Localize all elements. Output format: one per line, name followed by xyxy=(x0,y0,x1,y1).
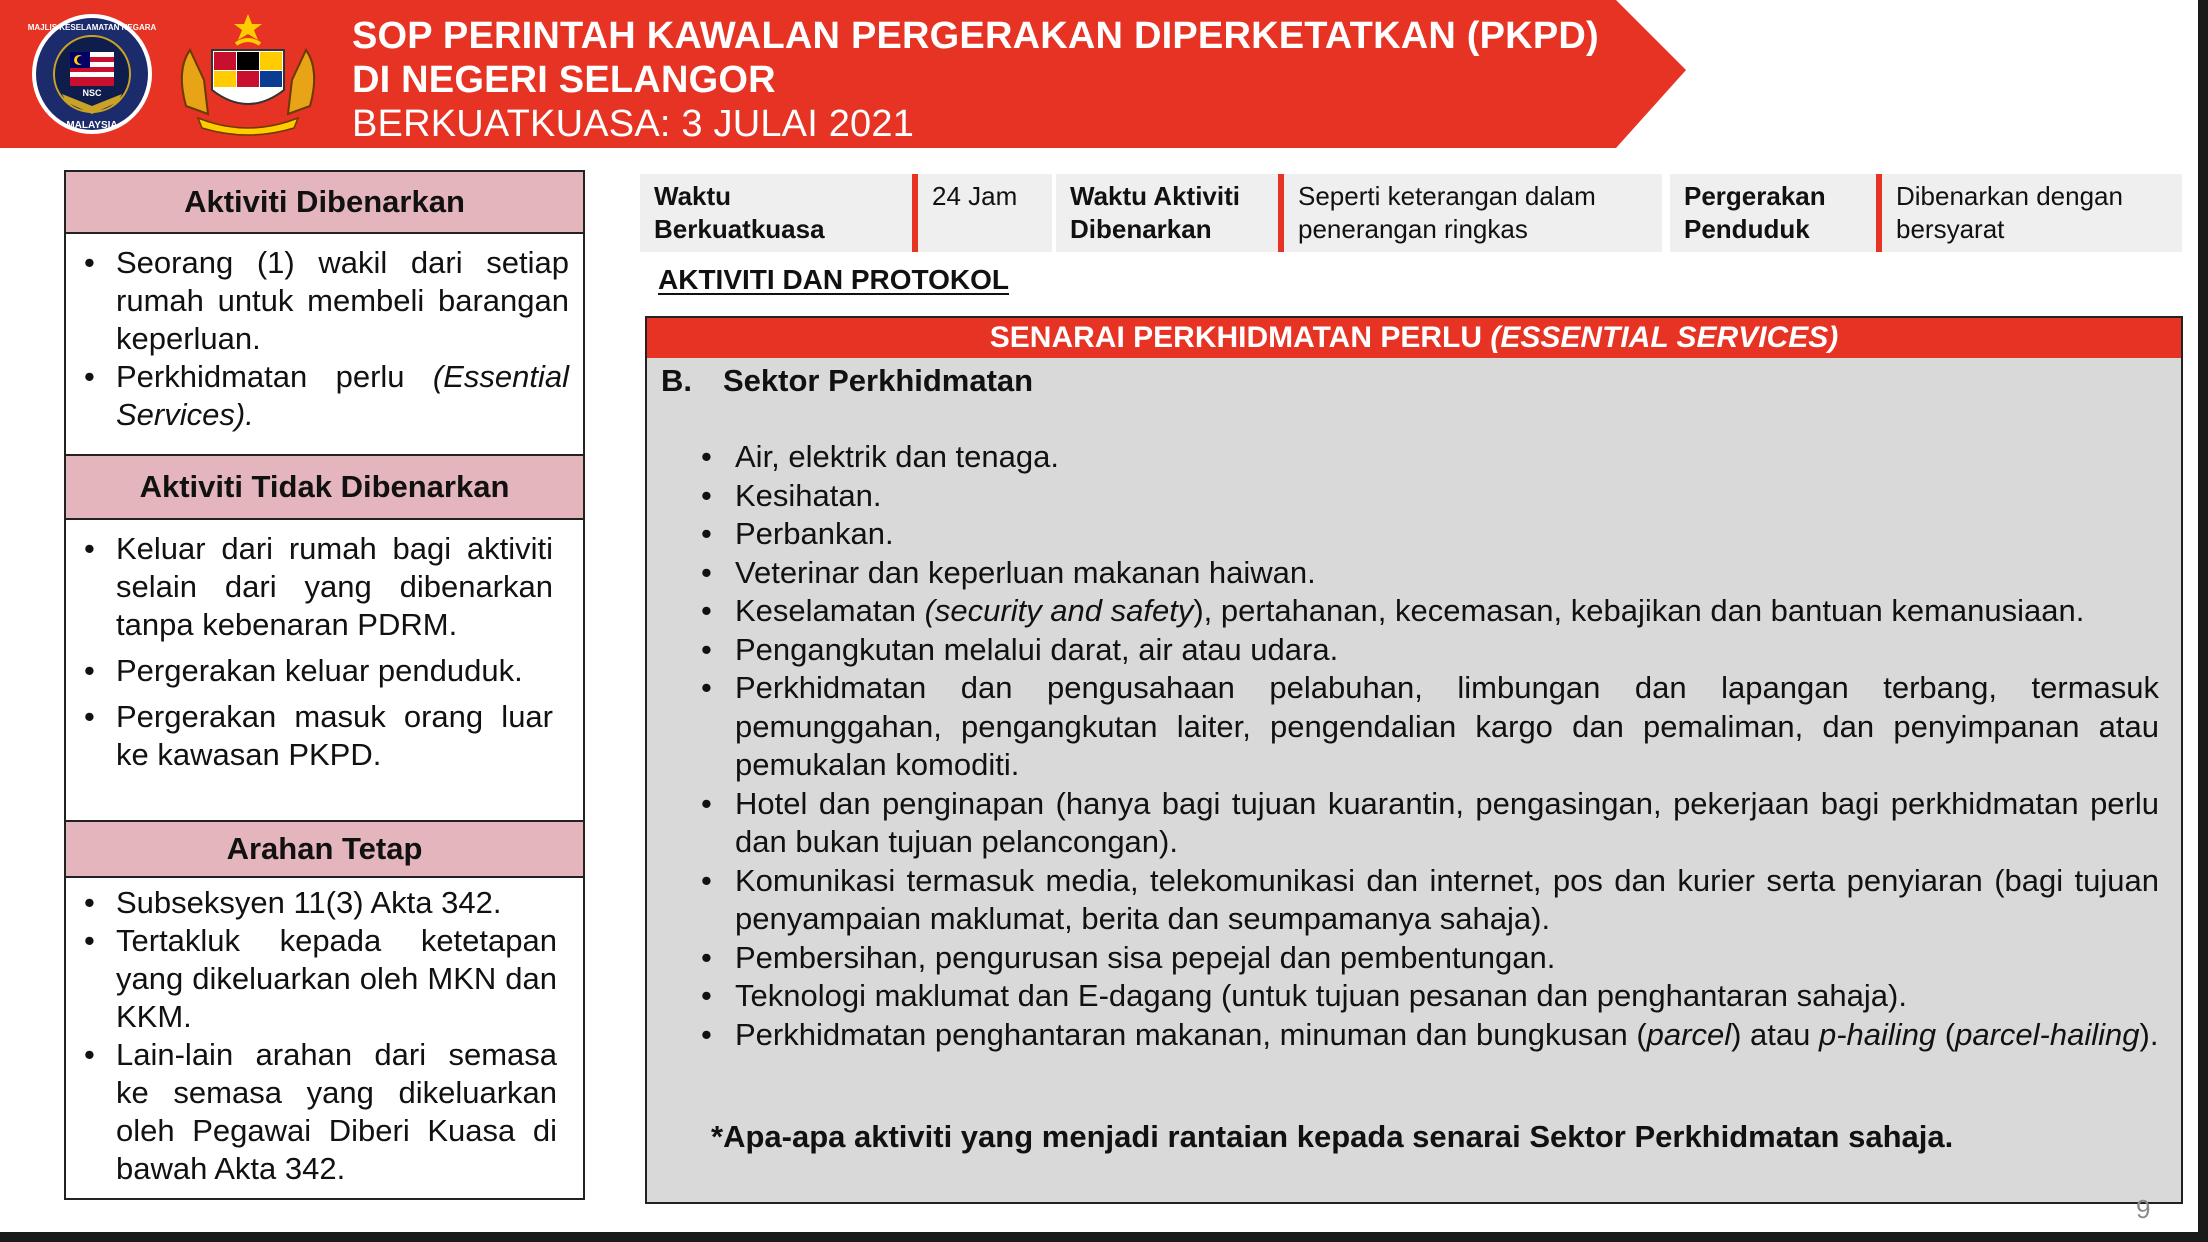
protocol-heading: AKTIVITI DAN PROTOKOL xyxy=(658,264,1010,295)
info-label-text: Waktu Berkuatkuasa xyxy=(654,181,825,244)
service-item: • Komunikasi termasuk media, telekomunikasi dan internet, pos dan kurier serta penyiaran (bagi tujuan penyampaian maklumat, berita dan seumpamanya sahaja). xyxy=(699,862,2159,939)
sector-name: Sektor Perkhidmatan xyxy=(723,363,1034,398)
service-item: • Veterinar dan keperluan makanan haiwan. xyxy=(699,554,2159,593)
service-item-text: ). xyxy=(2139,1016,2159,1052)
info-value-text: Seperti keterangan dalam penerangan ringkas xyxy=(1278,174,1662,252)
left-column xyxy=(64,170,585,1200)
sector-letter: B. xyxy=(661,363,692,398)
service-item-text: Perkhidmatan penghantaran makanan, minuman dan bungkusan ( xyxy=(735,1016,1647,1052)
nsc-logo-center-text: NSC xyxy=(82,88,102,98)
panel-heading xyxy=(647,318,2181,358)
info-label-effective-time xyxy=(640,174,912,252)
service-item: • Perbankan. xyxy=(699,515,2159,554)
not-allowed-heading: Aktiviti Tidak Dibenarkan xyxy=(66,456,583,520)
info-value-text: Dibenarkan dengan bersyarat xyxy=(1876,174,2182,252)
service-item-text: ), pertahanan, kecemasan, kebajikan dan bantuan kemanusiaan. xyxy=(1193,593,2085,628)
allowed-heading: Aktiviti Dibenarkan xyxy=(66,172,583,234)
info-label-text: Waktu Aktiviti Dibenarkan xyxy=(1070,181,1240,244)
info-value-effective-time xyxy=(912,174,1052,252)
nsc-logo-top-text: MAJLIS KESELAMATAN NEGARA xyxy=(27,23,157,32)
service-item-text: Keselamatan xyxy=(735,593,925,628)
not-allowed-item: • Keluar dari rumah bagi aktiviti selain dari yang dibenarkan tanpa kebenaran PDRM. xyxy=(80,530,553,644)
standing-order-item: • Tertakluk kepada ketetapan yang dikeluarkan oleh MKN dan KKM. xyxy=(80,922,557,1036)
standing-orders-heading: Arahan Tetap xyxy=(66,822,583,878)
coat-of-arms-logo xyxy=(168,10,328,140)
panel-heading-italic: (ESSENTIAL SERVICES) xyxy=(1490,321,1839,354)
service-item xyxy=(699,1016,2159,1055)
allowed-list xyxy=(66,244,583,434)
info-label-resident-movement xyxy=(1670,174,1876,252)
service-item: • Pengangkutan melalui darat, air atau udara. xyxy=(699,631,2159,670)
standing-order-item: • Subseksyen 11(3) Akta 342. xyxy=(80,884,557,922)
service-item: • Teknologi maklumat dan E-dagang (untuk tujuan pesanan dan penghantaran sahaja). xyxy=(699,977,2159,1016)
info-label-activity-time xyxy=(1056,174,1278,252)
service-item-text: ) atau xyxy=(1731,1016,1819,1052)
not-allowed-item: • Pergerakan masuk orang luar ke kawasan PKPD. xyxy=(80,698,553,774)
service-item: • Kesihatan. xyxy=(699,477,2159,516)
page-title xyxy=(352,14,1599,146)
info-label-text: Pergerakan Penduduk xyxy=(1684,181,1826,244)
service-item-italic: parcel-hailing xyxy=(1955,1016,2140,1052)
service-item xyxy=(699,592,2159,631)
info-value-text: 24 Jam xyxy=(912,174,1052,252)
sector-title xyxy=(661,362,1033,400)
allowed-item xyxy=(80,358,569,434)
service-item: • Hotel dan penginapan (hanya bagi tujuan kuarantin, pengasingan, pekerjaan bagi perkhidmatan perlu dan bukan tujuan pelancongan). xyxy=(699,785,2159,862)
service-item: • Perkhidmatan dan pengusahaan pelabuhan, limbungan dan lapangan terbang, termasuk pemunggahan, pengangkutan laiter, pengendalian kargo dan pemaliman, dan penyimpanan atau pemukalan komoditi. xyxy=(699,669,2159,785)
allowed-item: • Seorang (1) wakil dari setiap rumah untuk membeli barangan keperluan. xyxy=(80,244,569,358)
allowed-item-text: Perkhidmatan perlu xyxy=(116,359,433,394)
nsc-logo-bottom-text: MALAYSIA xyxy=(66,120,118,131)
service-item: • Pembersihan, pengurusan sisa pepejal dan pembentungan. xyxy=(699,939,2159,978)
panel-heading-text: SENARAI PERKHIDMATAN PERLU xyxy=(989,321,1491,354)
service-item-italic: parcel xyxy=(1646,1016,1732,1052)
service-item-italic: (security and safety xyxy=(924,593,1194,628)
footnote: *Apa-apa aktiviti yang menjadi rantaian kepada senarai Sektor Perkhidmatan sahaja. xyxy=(711,1119,1954,1154)
right-edge xyxy=(2198,0,2208,1242)
header-banner xyxy=(0,0,1690,148)
not-allowed-item: • Pergerakan keluar penduduk. xyxy=(80,652,553,690)
title-line-1: SOP PERINTAH KAWALAN PERGERAKAN DIPERKETATKAN (PKPD) xyxy=(352,15,1599,57)
standing-order-item: • Lain-lain arahan dari semasa ke semasa yang dikeluarkan oleh Pegawai Diberi Kuasa di bawah Akta 342. xyxy=(80,1036,557,1188)
allowed-item-italic: (Essential Services). xyxy=(116,359,569,432)
info-value-activity-time xyxy=(1278,174,1662,252)
page-number: 9 xyxy=(2136,1194,2151,1224)
service-item: • Air, elektrik dan tenaga. xyxy=(699,438,2159,477)
not-allowed-list xyxy=(66,530,583,774)
standing-orders-list xyxy=(66,884,583,1188)
nsc-logo xyxy=(22,10,162,140)
bottom-edge xyxy=(0,1232,2208,1242)
effective-date: BERKUATKUASA: 3 JULAI 2021 xyxy=(352,103,915,145)
info-value-resident-movement xyxy=(1876,174,2182,252)
services-list xyxy=(699,438,2159,1054)
essential-services-panel xyxy=(645,316,2183,1204)
service-item-italic: p-hailing xyxy=(1818,1016,1937,1052)
title-line-2: DI NEGERI SELANGOR xyxy=(352,59,776,101)
service-item-text: ( xyxy=(1936,1016,1956,1052)
